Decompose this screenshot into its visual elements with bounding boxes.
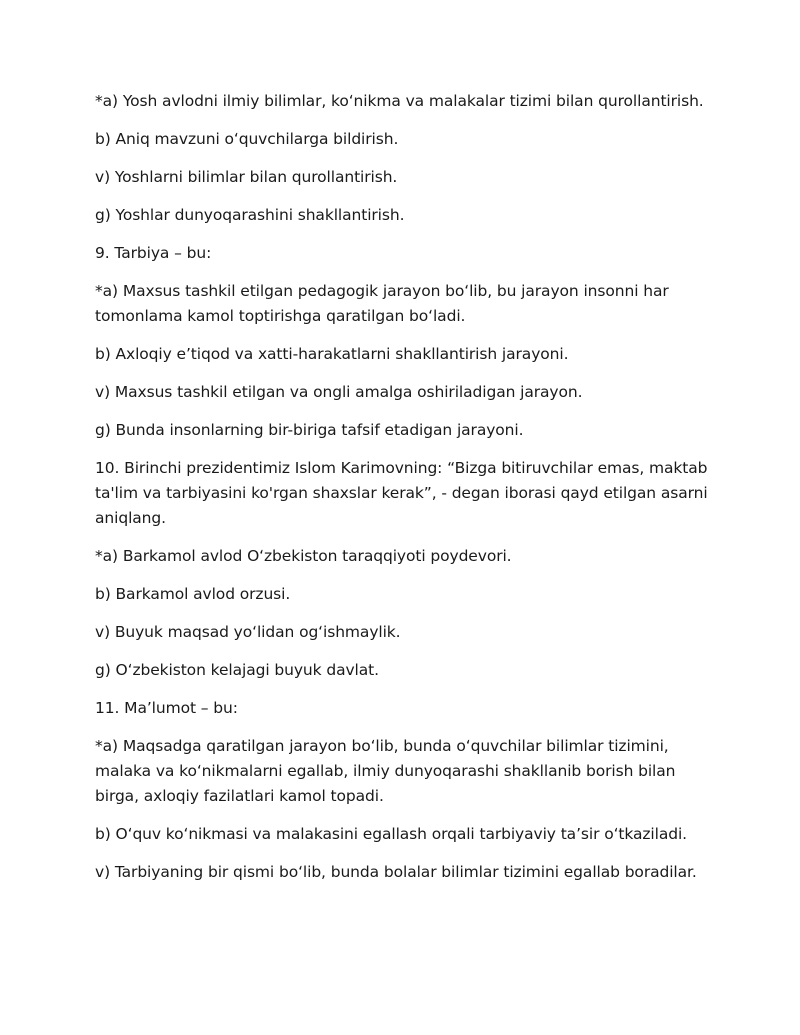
answer-option: *a) Maxsus tashkil etilgan pedagogik jarayon boʻlib, bu jarayon insonni har tomonlama kamol toptirishga qaratilgan boʻladi. xyxy=(95,282,669,325)
answer-option: *a) Maqsadga qaratilgan jarayon boʻlib, bunda oʻquvchilar bilimlar tizimini, malaka va koʻnikmalarni egallab, ilmiy dunyoqarashi shakllanib borish bilan birga, axloqiy fazilatlari kamol topadi. xyxy=(95,737,676,805)
question-heading: 10. Birinchi prezidentimiz Islom Karimovning: “Bizga bitiruvchilar emas, maktab ta'lim va tarbiyasini ko'rgan shaxslar kerak”, - degan iborasi qayd etilgan asarni aniqlang. xyxy=(95,459,708,527)
question-heading: 11. Ma’lumot – bu: xyxy=(95,699,238,717)
answer-option: v) Maxsus tashkil etilgan va ongli amalga oshiriladigan jarayon. xyxy=(95,383,583,401)
answer-option: b) Oʻquv koʻnikmasi va malakasini egallash orqali tarbiyaviy ta’sir oʻtkaziladi. xyxy=(95,825,687,843)
answer-option: *a) Barkamol avlod Oʻzbekiston taraqqiyoti poydevori. xyxy=(95,547,512,565)
answer-option: *a) Yosh avlodni ilmiy bilimlar, koʻnikma va malakalar tizimi bilan qurollantirish. xyxy=(95,92,704,110)
answer-option: b) Aniq mavzuni oʻquvchilarga bildirish. xyxy=(95,130,399,148)
answer-option: v) Yoshlarni bilimlar bilan qurollantirish. xyxy=(95,168,398,186)
answer-option: v) Buyuk maqsad yoʻlidan ogʻishmaylik. xyxy=(95,623,401,641)
answer-option: g) Bunda insonlarning bir-biriga tafsif etadigan jarayoni. xyxy=(95,421,524,439)
document-body xyxy=(95,89,715,898)
answer-option: g) Yoshlar dunyoqarashini shakllantirish. xyxy=(95,206,405,224)
answer-option: v) Tarbiyaning bir qismi boʻlib, bunda bolalar bilimlar tizimini egallab boradilar. xyxy=(95,863,697,881)
answer-option: b) Barkamol avlod orzusi. xyxy=(95,585,291,603)
question-heading: 9. Tarbiya – bu: xyxy=(95,244,212,262)
answer-option: g) Oʻzbekiston kelajagi buyuk davlat. xyxy=(95,661,379,679)
answer-option: b) Axloqiy e’tiqod va xatti-harakatlarni shakllantirish jarayoni. xyxy=(95,345,569,363)
